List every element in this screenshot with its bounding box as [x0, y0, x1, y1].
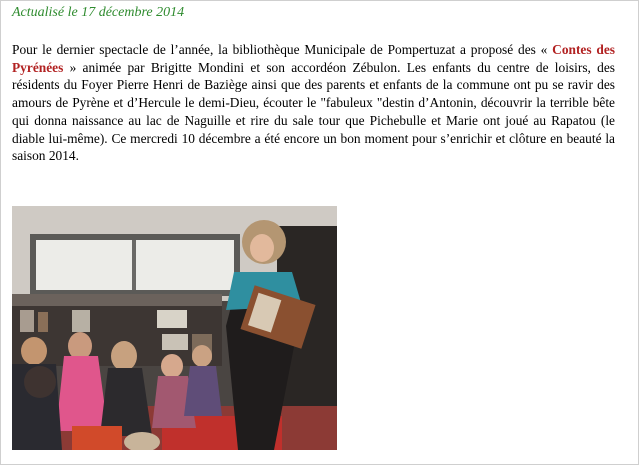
photo-illustration — [12, 206, 337, 450]
article-paragraph — [12, 41, 615, 165]
article-text-intro: Pour le dernier spectacle de l’année, la bibliothèque Municipale de Pompertuzat a proposé des « — [12, 42, 553, 57]
article-text-body: » animée par Brigitte Mondini et son accordéon Zébulon. Les enfants du centre de loisirs, des résidents du Foyer Pierre Henri de Baziège ainsi que des parents et enfants de la commune ont pu se ravir des amours de Pyrène et d’Hercule le demi-Dieu, écouter le "fabuleux "destin d’Antonin, découvrir la terrible bête qui donna naissance au lac de Naguille et rire du sale tour que Pichebulle et Marie ont joué au Rapatou (le diable lui-même). Ce mercredi 10 décembre a été encore un bon moment pour s’enrichir et clôture en beauté la saison 2014. — [12, 59, 615, 164]
event-photo — [12, 206, 337, 450]
show-title: Contes des Pyrénées — [12, 42, 615, 75]
update-date: Actualisé le 17 décembre 2014 — [12, 5, 185, 20]
